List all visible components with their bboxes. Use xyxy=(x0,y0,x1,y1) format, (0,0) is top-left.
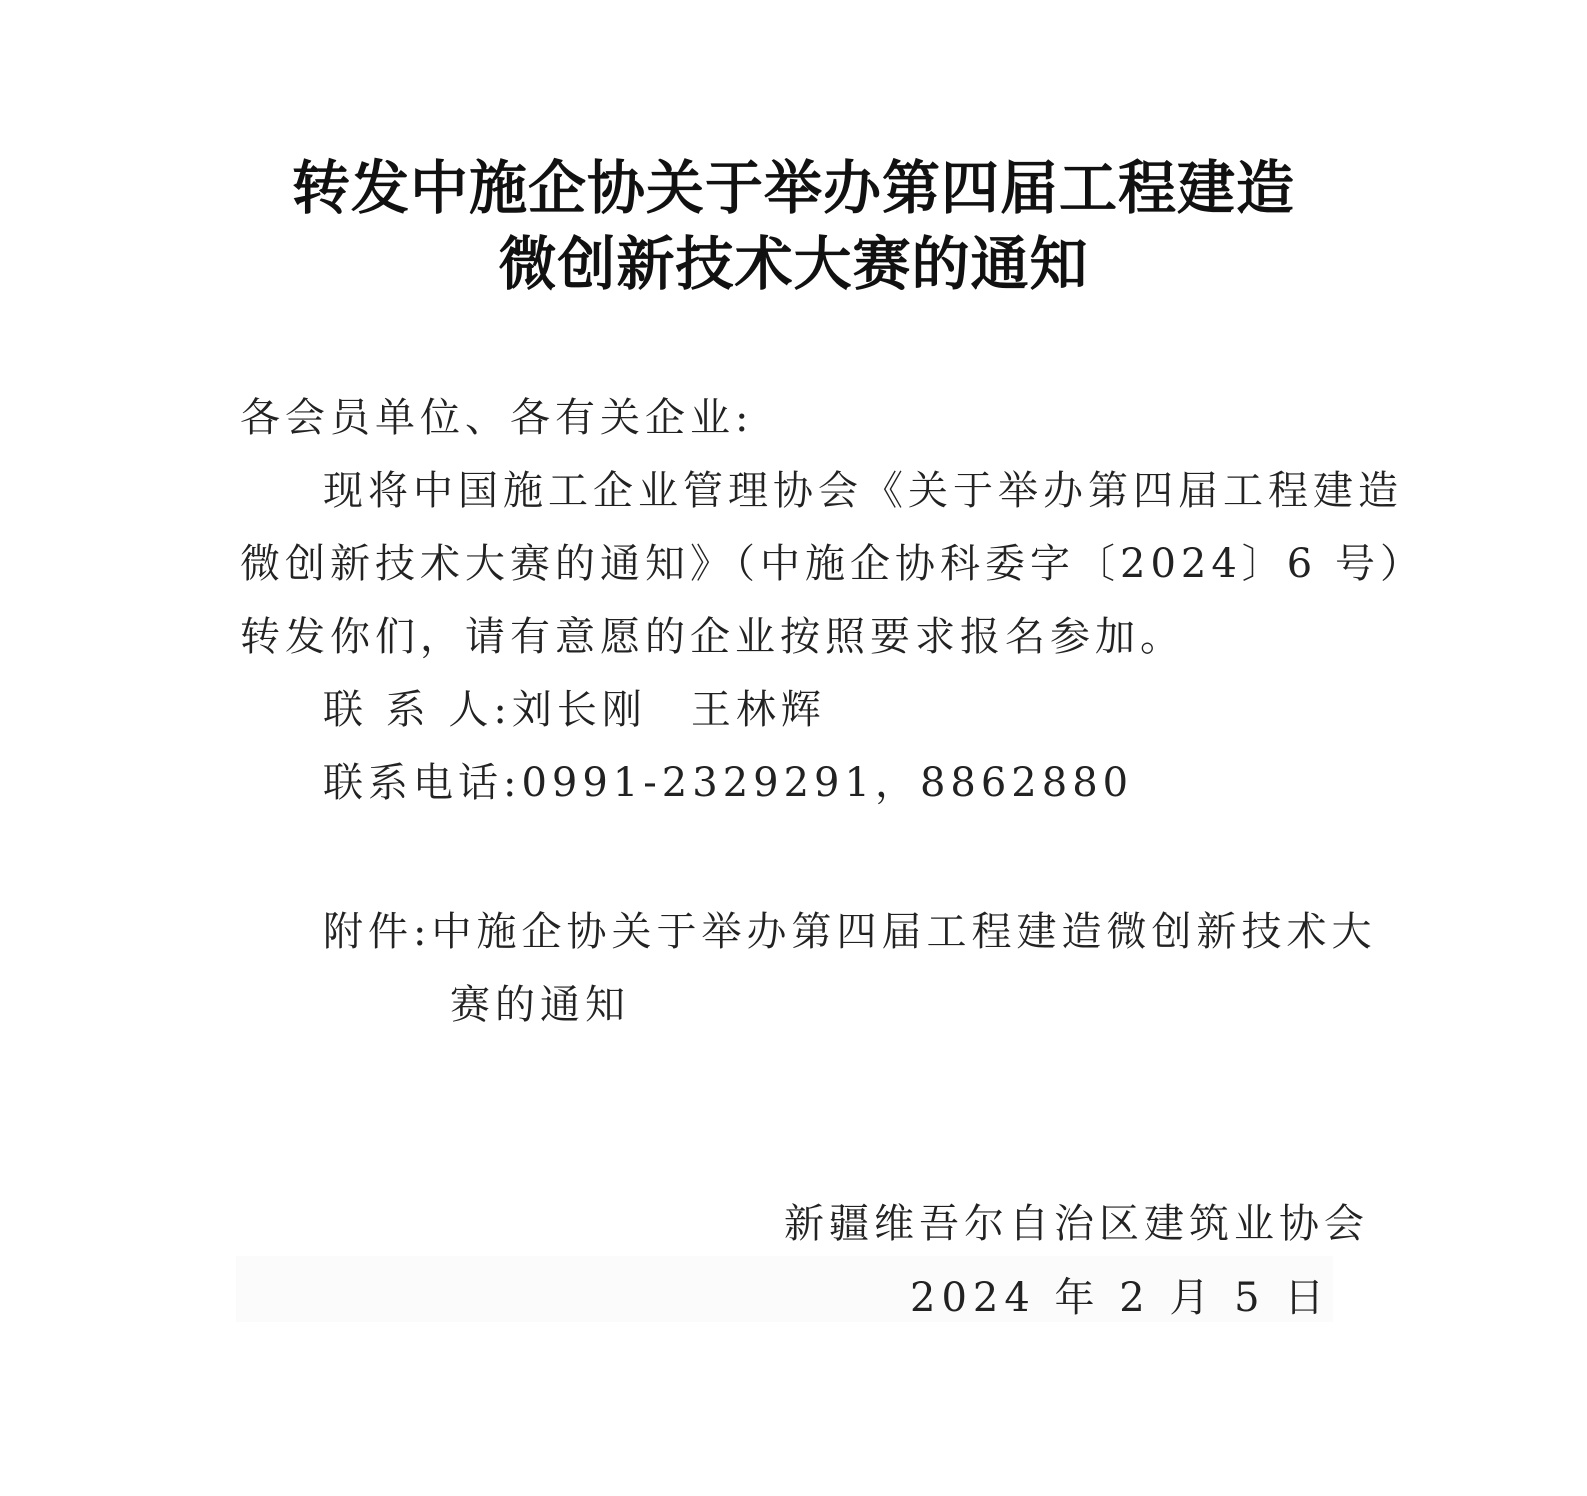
contact-label: 联 系 人: xyxy=(323,687,512,733)
document-title-line-2: 微创新技术大赛的通知 xyxy=(498,230,1089,298)
phone-number: 0991-2329291，8862880 xyxy=(521,760,1134,806)
document-title-line-1: 转发中施企协关于举办第四届工程建造 xyxy=(291,154,1295,222)
attachment-line-1 xyxy=(323,896,1376,968)
issuing-organization: 新疆维吾尔自治区建筑业协会 xyxy=(784,1201,1369,1247)
attachment-title-part-1: 中施企协关于举办第四届工程建造微创新技术大 xyxy=(431,909,1377,955)
contact-name-1: 刘长刚 xyxy=(511,687,647,733)
attachment-title-part-2: 赛的通知 xyxy=(450,982,630,1028)
paragraph-line-2: 微创新技术大赛的通知》（中施企协科委字〔2024〕6 号） xyxy=(240,541,1425,587)
phone-label: 联系电话: xyxy=(323,760,522,806)
paragraph-line-3: 转发你们，请有意愿的企业按照要求报名参加。 xyxy=(240,614,1185,660)
contact-line xyxy=(323,674,826,746)
attachment-label: 附件: xyxy=(323,909,432,955)
paragraph-line-1: 现将中国施工企业管理协会《关于举办第四届工程建造 xyxy=(323,468,1403,514)
salutation: 各会员单位、各有关企业: xyxy=(240,395,754,441)
contact-name-2: 王林辉 xyxy=(690,687,826,733)
issue-date: 2024 年 2 月 5 日 xyxy=(910,1275,1331,1321)
phone-line xyxy=(323,747,1133,819)
